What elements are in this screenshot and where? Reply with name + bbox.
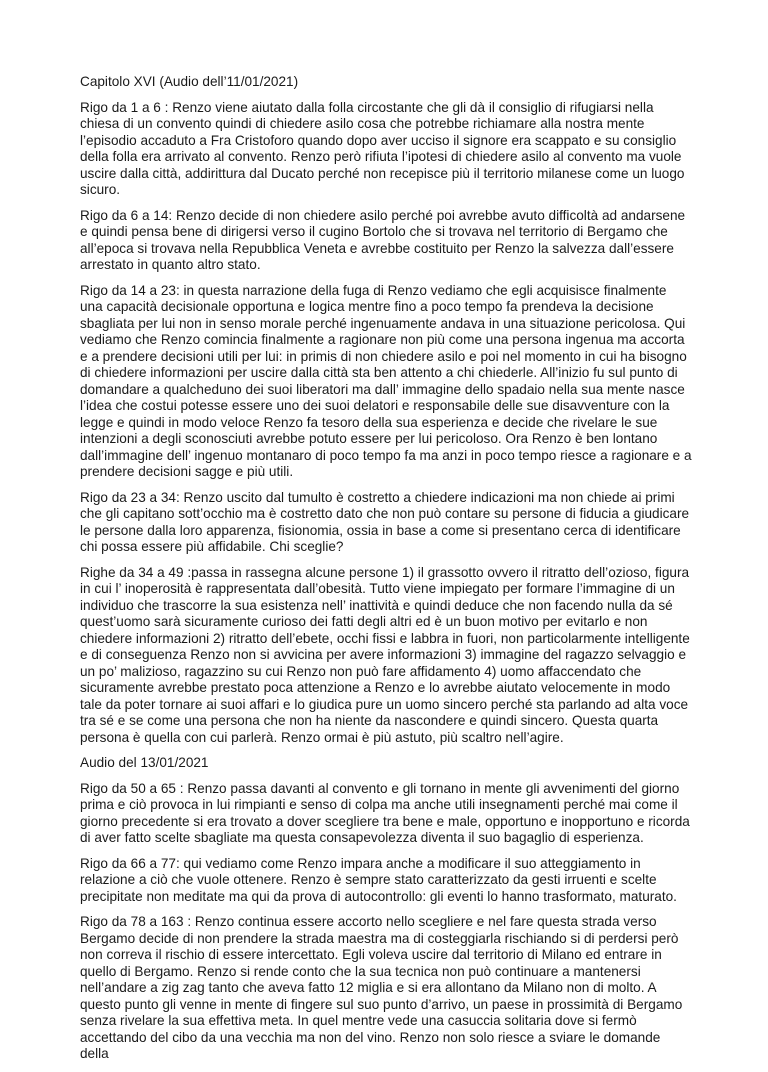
paragraph-rigo-66-77: Rigo da 66 a 77: qui vediamo come Renzo impara anche a modificare il suo atteggiamento in relazione a ciò che vuole ottenere. Renzo è sempre stato caratterizzato da gesti irruenti e scelte precipitate non meditate ma qui da prova di autocontrollo: gli eventi lo hanno trasformato, maturato.	[80, 855, 677, 904]
chapter-heading: Capitolo XVI (Audio dell’11/01/2021)	[80, 74, 299, 89]
document-page	[80, 74, 692, 1072]
paragraph-rigo-14-23: Rigo da 14 a 23: in questa narrazione della fuga di Renzo vediamo che egli acquisisce finalmente una capacità decisionale opportuna e logica mentre fino a poco tempo fa prendeva la decisione sbagliata per lui non in senso morale perché ingenuamente andava in una situazione pericolosa. Qui vediamo che Renzo comincia finalmente a ragionare non più come una persona ingenua ma accorta e a prendere decisioni utili per lui: in primis di non chiedere asilo e poi nel momento in cui ha bisogno di chiedere informazioni per uscire dalla città sta ben attento a chi chiederle. All’inizio fu sul punto di domandare a qualcheduno dei suoi liberatori ma dall’ immagine dello spadaio nella sua mente nasce l’idea che costui potesse essere uno dei suoi delatori e responsabile delle sue disavventure con la legge e quindi in modo veloce Renzo fa tesoro della sua esperienza e decide che rivelare le sue intenzioni a degli sconosciuti avrebbe potuto essere per lui pericoloso. Ora Renzo è ben lontano dall’immagine dell’ ingenuo montanaro di poco tempo fa ma anzi in poco tempo riesce a ragionare e a prendere decisioni sagge e più utili.	[80, 282, 692, 479]
paragraph-rigo-6-14: Rigo da 6 a 14: Renzo decide di non chiedere asilo perché poi avrebbe avuto difficoltà ad andarsene e quindi pensa bene di dirigersi verso il cugino Bortolo che si trovava nel territorio di Bergamo che all’epoca si trovava nella Repubblica Veneta e avrebbe costituito per Renzo la salvezza dall’essere arrestato in quanto altro stato.	[80, 207, 686, 272]
paragraph-rigo-78-163: Rigo da 78 a 163 : Renzo continua essere accorto nello scegliere e nel fare questa strada verso Bergamo decide di non prendere la strada maestra ma di costeggiarla rischiando si di perdersi però non correva il rischio di essere intercettato. Egli voleva uscire dal territorio di Milano ed entrare in quello di Bergamo. Renzo si rende conto che la sua tecnica non può continuare a mantenersi nell’andare a zig zag tanto che aveva fatto 12 miglia e si era allontano da Milano non di molto. A questo punto gli venne in mente di fingere sul suo punto d’arrivo, un paese in prossimità di Bergamo senza rivelare la sua effettiva meta. In quel mentre vede una casuccia solitaria dove si fermò accettando del cibo da una vecchia ma non del vino. Renzo non solo riesce a sviare le domande della	[80, 914, 683, 1061]
paragraph-rigo-50-65: Rigo da 50 a 65 : Renzo passa davanti al convento e gli tornano in mente gli avvenimenti del giorno prima e ciò provoca in lui rimpianti e senso di colpa ma anche utili insegnamenti perché mai come il giorno precedente si era trovato a dover scegliere tra bene e male, opportuno e inopportuno e ricorda di aver fatto scelte sbagliate ma questa consapevolezza diventa il suo bagaglio di esperienza.	[80, 780, 690, 845]
audio-date-heading: Audio del 13/01/2021	[80, 755, 209, 770]
paragraph-righe-34-49: Righe da 34 a 49 :passa in rassegna alcune persone 1) il grassotto ovvero il ritratto dell’ozioso, figura in cui l’ inoperosità è rappresentata dall’obesità. Tutto viene impiegato per formare l’immagine di un individuo che trascorre la sua esistenza nell’ inattività e quindi deduce che non facendo nulla da sé quest’uomo sarà sicuramente curioso dei fatti degli altri ed è un buon motivo per evitarlo e non chiedere informazioni 2) ritratto dell’ebete, occhi fissi e labbra in fuori, non particolarmente intelligente e di conseguenza Renzo non si avvicina per avere informazioni 3) immagine del ragazzo selvaggio e un po’ malizioso, ragazzino su cui Renzo non può fare affidamento 4) uomo affaccendato che sicuramente avrebbe prestato poca attenzione a Renzo e lo avrebbe aiutato velocemente in modo tale da poter tornare ai suoi affari e lo giudica pure un uomo sincero perché sta parlando ad alta voce tra sé e se come una persona che non ha niente da nascondere e quindi sincero. Questa quarta persona è quella con cui parlerà. Renzo ormai è più astuto, più scaltro nell’agire.	[80, 564, 690, 745]
paragraph-rigo-1-6: Rigo da 1 a 6 : Renzo viene aiutato dalla folla circostante che gli dà il consiglio di rifugiarsi nella chiesa di un convento quindi di chiedere asilo cosa che potrebbe richiamare alla nostra mente l’episodio accaduto a Fra Cristoforo quando dopo aver ucciso il signore era scappato e su consiglio della folla era arrivato al convento. Renzo però rifiuta l’ipotesi di chiedere asilo al convento ma vuole uscire dalla città, addirittura dal Ducato perché non recepisce più il territorio milanese come un luogo sicuro.	[80, 99, 685, 197]
paragraph-rigo-23-34: Rigo da 23 a 34: Renzo uscito dal tumulto è costretto a chiedere indicazioni ma non chiede ai primi che gli capitano sott’occhio ma è costretto dato che non può contare su persone di fiducia a giudicare le persone dalla loro apparenza, fisionomia, ossia in base a come si presentano cerca di identificare chi possa essere più affidabile. Chi sceglie?	[80, 489, 690, 554]
